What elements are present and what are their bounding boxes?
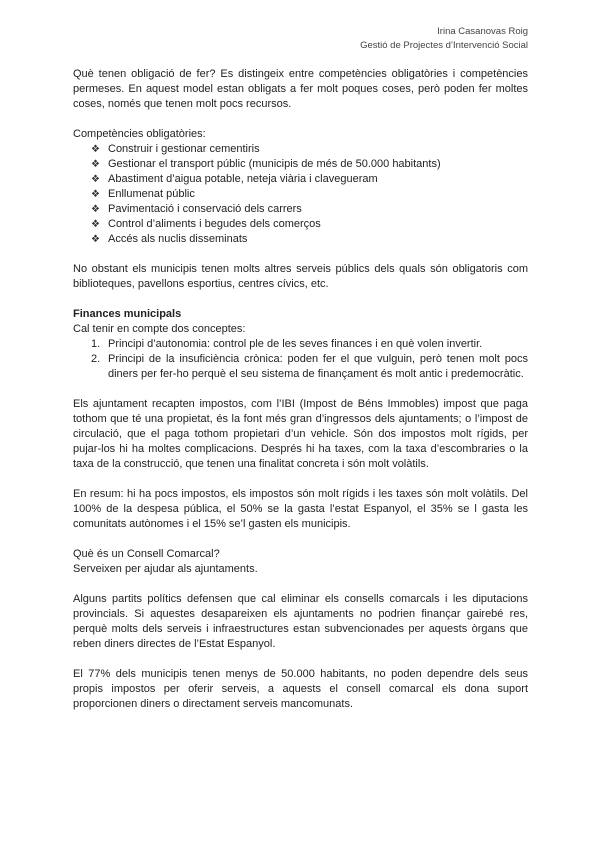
mandatory-list	[73, 142, 528, 247]
list-number: 2.	[91, 353, 101, 365]
list-item	[91, 202, 528, 217]
diamond-bullet-icon: ❖	[91, 219, 100, 230]
consell-question: Què és un Consell Comarcal?	[73, 548, 220, 560]
list-item	[91, 352, 528, 382]
taxes-paragraph: Els ajuntament recapten impostos, com l’IBI (Impost de Béns Immobles) impost que paga tothom que té una propietat, és la font més gran d’ingressos dels ajuntaments; o l’impost de circulació, que el paga tothom propietari d’un vehicle. Són dos impostos molt rígids, per pujar-los hi ha moltes complicacions. Després hi ha taxes, com la taxa d’escombraries o la taxa de la construcció, que tenen una finalitat concreta i són molt volàtils.	[73, 398, 528, 470]
list-item-text: Abastiment d’aigua potable, neteja viària i clavegueram	[108, 173, 378, 185]
consell-answer: Serveixen per ajudar als ajuntaments.	[73, 563, 258, 575]
list-item-text: Gestionar el transport públic (municipis de més de 50.000 habitants)	[108, 158, 441, 170]
header-author: Irina Casanovas Roig	[437, 26, 528, 37]
list-item	[91, 232, 528, 247]
spacer	[73, 292, 528, 307]
diamond-bullet-icon: ❖	[91, 234, 100, 245]
other-services-paragraph: No obstant els municipis tenen molts altres serveis públics dels quals són obligatoris com biblioteques, pavellons esportius, centres cívics, etc.	[73, 263, 528, 290]
list-item-text: Control d’aliments i begudes dels comerços	[108, 218, 321, 230]
list-item-text: Accés als nuclis disseminats	[108, 233, 248, 245]
spacer	[73, 577, 528, 592]
parties-paragraph: Alguns partits polítics defensen que cal eliminar els consells comarcals i les diputacions provincials. Si aquestes desapareixen els ajuntaments no podrien finançar gairebé res, perquè molts dels serveis i infraestructures estan subvencionades per aquests òrgans que reben diners directes de l’Estat Espanyol.	[73, 593, 528, 650]
spacer	[73, 112, 528, 127]
list-item	[91, 157, 528, 172]
diamond-bullet-icon: ❖	[91, 144, 100, 155]
list-item-text: Pavimentació i conservació dels carrers	[108, 203, 302, 215]
page-header	[360, 25, 528, 53]
diamond-bullet-icon: ❖	[91, 159, 100, 170]
header-course: Gestió de Projectes d’Intervenció Social	[360, 40, 528, 51]
spacer	[73, 382, 528, 397]
list-item-text: Construir i gestionar cementiris	[108, 143, 260, 155]
list-item	[91, 217, 528, 232]
list-item-text: Enllumenat públic	[108, 188, 195, 200]
list-item-text: Principi de la insuficiència crònica: poden fer el que vulguin, però tenen molt pocs diners per fer-ho perquè el seu sistema de finançament és molt antic i predemocràtic.	[108, 353, 528, 380]
finances-intro: Cal tenir en compte dos conceptes:	[73, 323, 246, 335]
summary-paragraph: En resum: hi ha pocs impostos, els impostos són molt rígids i les taxes són molt volàtils. Del 100% de la despesa pública, el 50% se la gasta l’estat Espanyol, el 35% se l gasta les comunitats autònomes i el 15% se’l gasten els municipis.	[73, 488, 528, 530]
list-item	[91, 187, 528, 202]
list-item	[91, 172, 528, 187]
spacer	[73, 532, 528, 547]
mandatory-title: Competències obligatòries:	[73, 128, 206, 140]
list-item	[91, 337, 528, 352]
diamond-bullet-icon: ❖	[91, 204, 100, 215]
diamond-bullet-icon: ❖	[91, 174, 100, 185]
list-item-text: Principi d’autonomia: control ple de les seves finances i en què volen invertir.	[108, 338, 483, 350]
intro-paragraph: Què tenen obligació de fer? Es distingeix entre competències obligatòries i competències permeses. En aquest model estan obligats a fer molt poques coses, però poden fer moltes coses, només que tenen molt pocs recursos.	[73, 68, 528, 110]
municipalities-paragraph: El 77% dels municipis tenen menys de 50.000 habitants, no poden dependre dels seus propis impostos per oferir serveis, a aquests el consell comarcal els dona suport proporcionen diners o directament serveis mancomunats.	[73, 668, 528, 710]
list-number: 1.	[91, 338, 101, 350]
list-item	[91, 142, 528, 157]
document-body	[73, 67, 528, 712]
diamond-bullet-icon: ❖	[91, 189, 100, 200]
spacer	[73, 247, 528, 262]
spacer	[73, 472, 528, 487]
finances-heading: Finances municipals	[73, 308, 182, 320]
finances-list	[73, 337, 528, 382]
spacer	[73, 652, 528, 667]
